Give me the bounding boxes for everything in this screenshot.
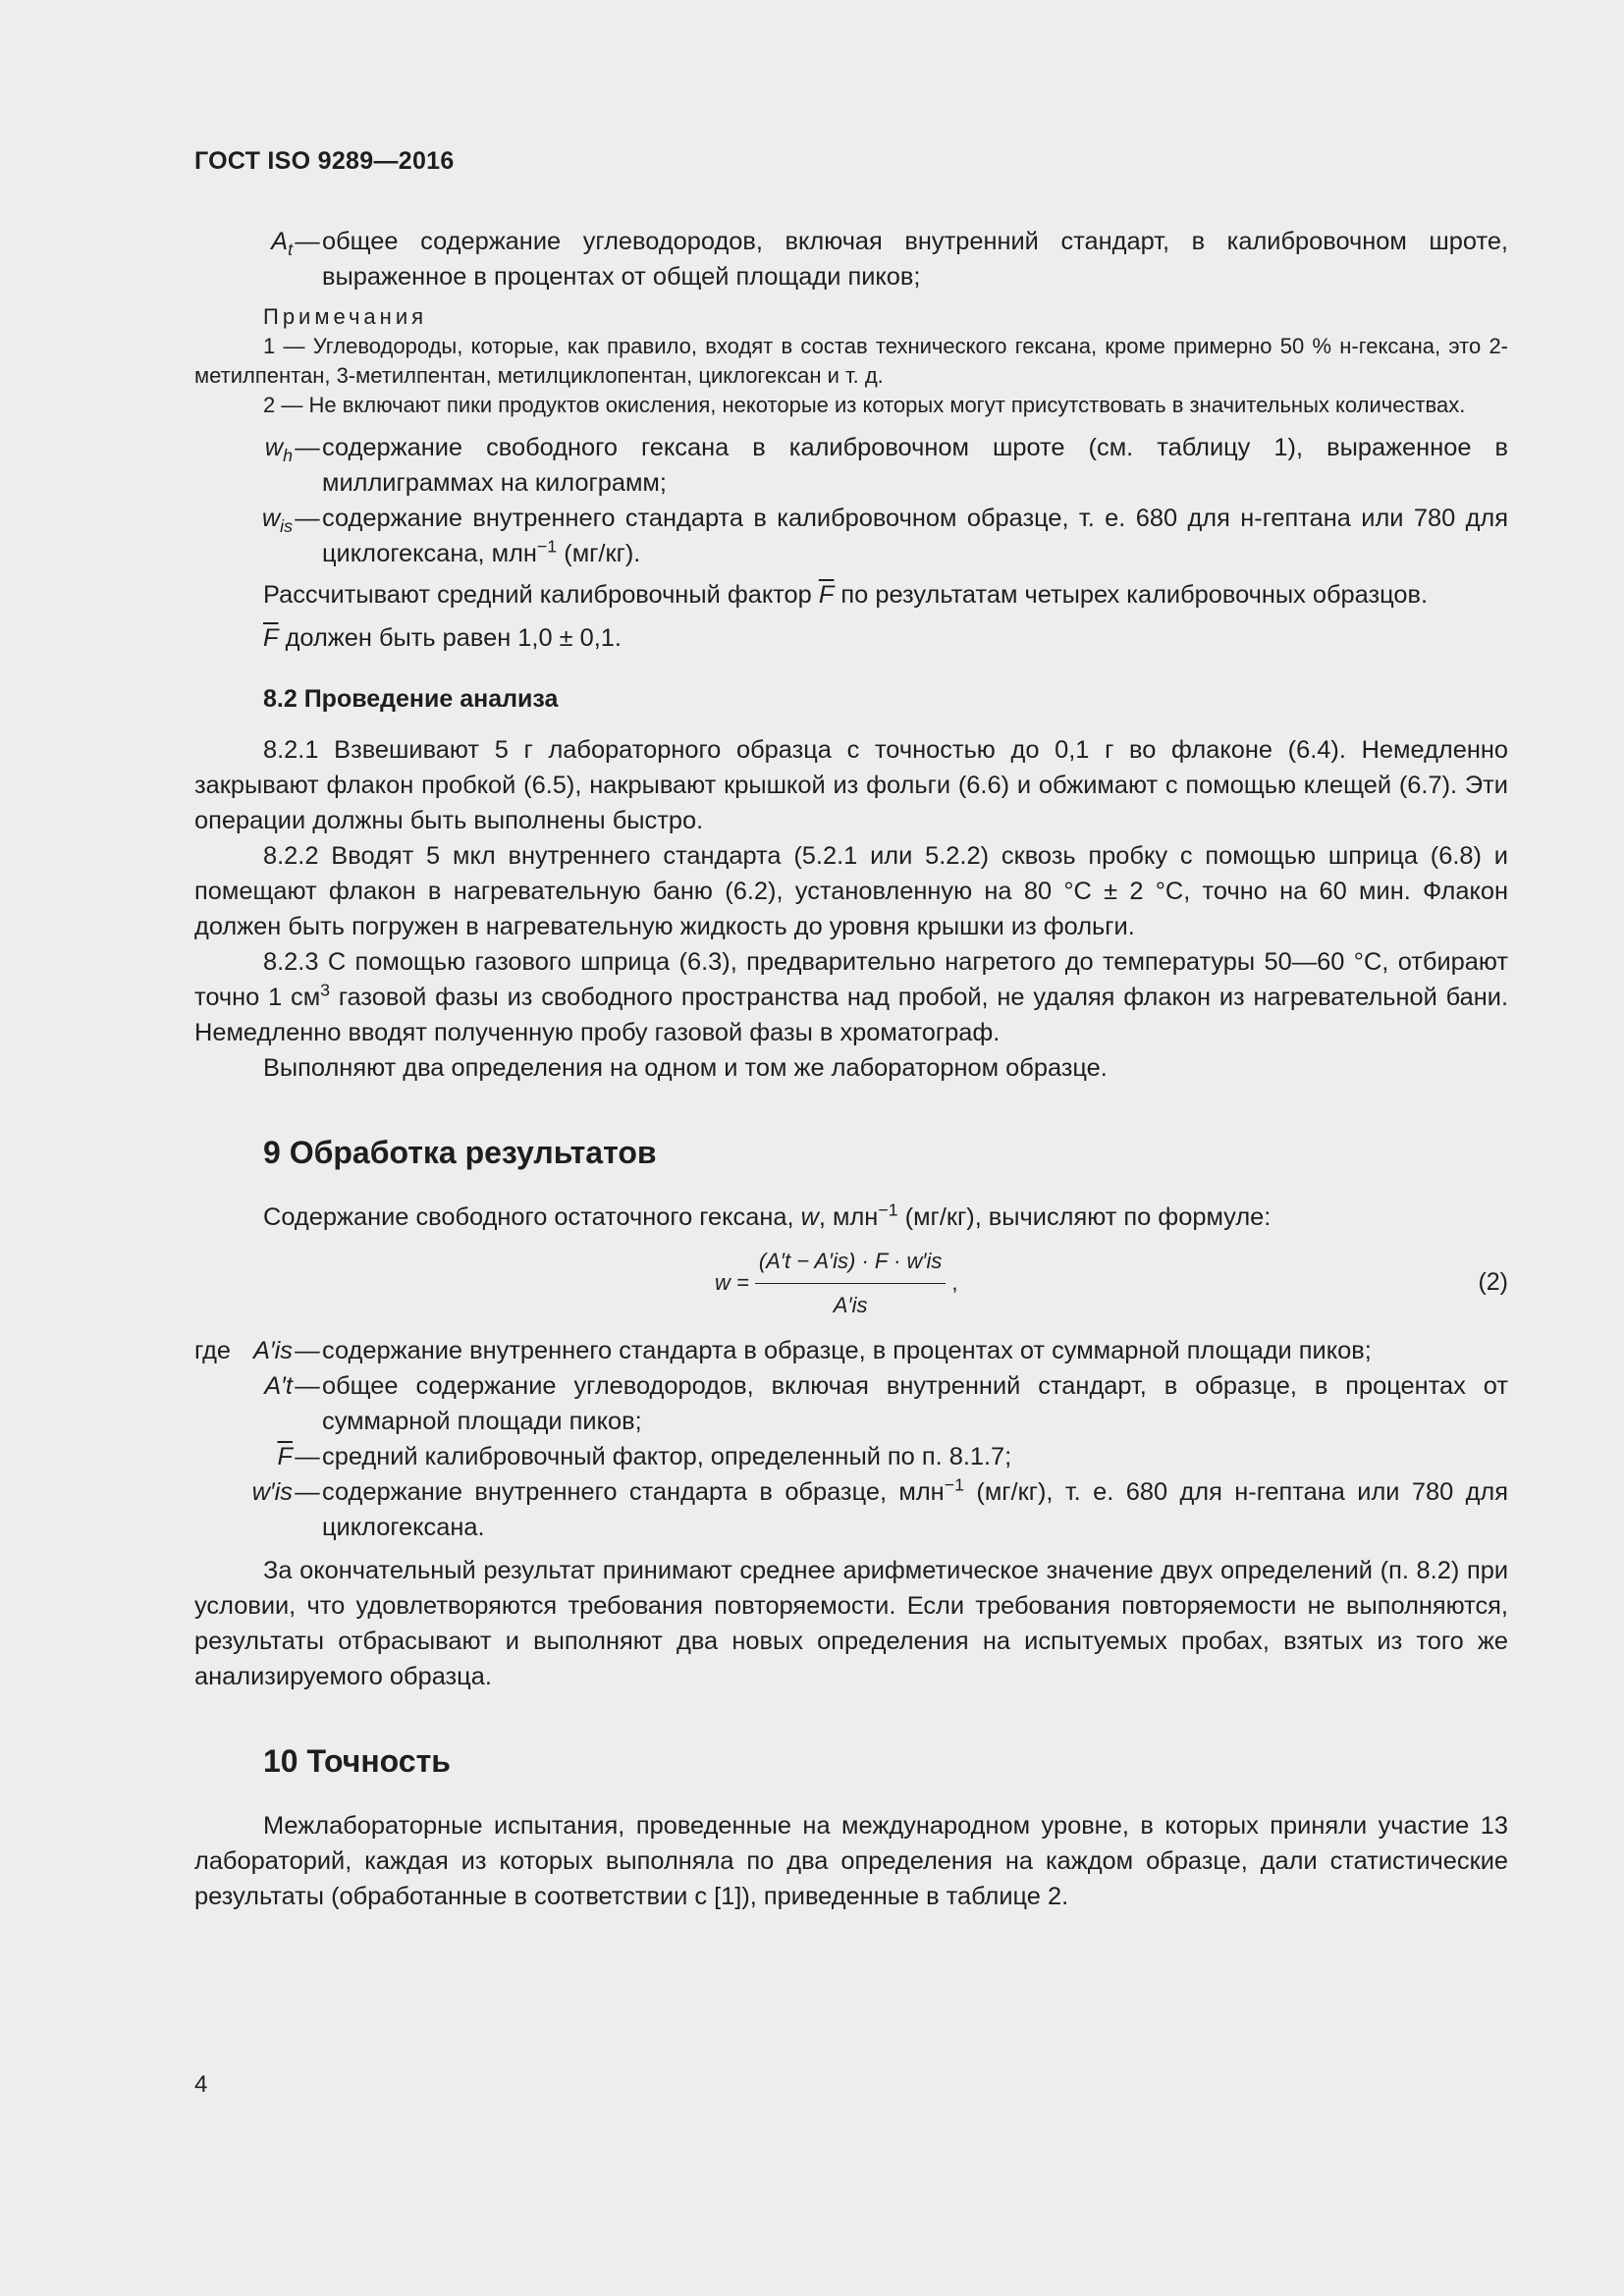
- where-row-3: $\overline{F}$ — средний калибровочный фактор, определенный по п. 8.1.7;: [277, 1443, 1012, 1470]
- paragraph-8-2-3: 8.2.3 С помощью газового шприца (6.3), предварительно нагретого до температуры 50—60 °С, отбирают точно 1 $см^3$ газовой фазы из свободного пространства над пробой, не удаляя флакон из нагревательной бани. Немедленно вводят полученную пробу газовой фазы в хроматограф.: [194, 948, 1508, 1046]
- where-row-1: где A′is — содержание внутреннего стандарта в образце, в процентах от суммарной площади пиков;: [194, 1333, 1508, 1368]
- symbol-wh: $w_h$: [264, 434, 293, 466]
- definition-wis-text: содержание внутреннего стандарта в калибровочном образце, т. е. 680 для н-гептана или 780 для циклогексана, млн$^{-1}$ (мг/кг).: [322, 505, 1508, 567]
- where-row-2: A′t — общее содержание углеводородов, включая внутренний стандарт, в образце, в процентах от суммарной площади пиков;: [264, 1372, 1508, 1435]
- paragraph-precision: Межлабораторные испытания, проведенные на международном уровне, в которых приняли участие 13 лабораторий, каждая из которых выполняла по два определения на каждом образце, дали статистические результаты (обработанные в соответствии с [1]), приведенные в таблице 2.: [194, 1812, 1508, 1910]
- definition-at-text: общее содержание углеводородов, включая внутренний стандарт, в калибровочном шроте, выраженное в процентах от общей площади пиков;: [322, 228, 1508, 291]
- formula-fraction: [755, 1244, 947, 1323]
- paragraph-final-result: За окончательный результат принимают среднее арифметическое значение двух определений (п. 8.2) при условии, что удовлетворяются требования повторяемости. Если требования повторяемости не выполняются, результаты отбрасывают и выполняют два новых определения на испытуемых пробах, взятых из того же анализируемого образца.: [194, 1557, 1508, 1690]
- where-label: где: [194, 1337, 232, 1364]
- definition-at: $A_t$ — общее содержание углеводородов, включая внутренний стандарт, в калибровочном шроте, выраженное в процентах от общей площади пиков;: [194, 224, 1508, 294]
- paragraph-average-factor: Рассчитывают средний калибровочный фактор $\overline{F}$ по результатам четырех калибровочных образцов.: [263, 581, 1429, 609]
- note-1: 1 — Углеводороды, которые, как правило, входят в состав технического гексана, кроме примерно 50 % н-гексана, это 2-метилпентан, 3-метилпентан, метилциклопентан, циклогексан и т. д.: [194, 334, 1508, 388]
- page-number: 4: [194, 2071, 208, 2098]
- definition-wh-text: содержание свободного гексана в калибровочном шроте (см. таблицу 1), выраженное в миллиграммах на килограмм;: [322, 434, 1508, 497]
- paragraph-8-2-1: 8.2.1 Взвешивают 5 г лабораторного образца с точностью до 0,1 г во флаконе (6.4). Немедленно закрывают флакон пробкой (6.5), накрывают крышкой из фольги (6.6) и обжимают с помощью клещей (6.7). Эти операции должны быть выполнены быстро.: [194, 736, 1508, 834]
- notes-title: Примечания: [263, 304, 428, 329]
- paragraph-two-determinations: Выполняют два определения на одном и том же лабораторном образце.: [263, 1054, 1108, 1082]
- paragraph-factor-range: $\overline{F}$ должен быть равен 1,0 ± 0,1.: [263, 624, 622, 652]
- document-header: ГОСТ ISO 9289—2016: [194, 147, 455, 175]
- definition-wh: $w_h$ — содержание свободного гексана в калибровочном шроте (см. таблицу 1), выраженное в миллиграммах на килограмм;: [194, 430, 1508, 501]
- formula-denominator: A′is: [833, 1292, 868, 1317]
- section-8-2-heading: 8.2 Проведение анализа: [263, 685, 559, 713]
- paragraph-8-2-2: 8.2.2 Вводят 5 мкл внутреннего стандарта (5.2.1 или 5.2.2) сквозь пробку с помощью шприца (6.8) и помещают флакон в нагревательную баню (6.2), установленную на 80 °С ± 2 °С, точно на 60 мин. Флакон должен быть погружен в нагревательную жидкость до уровня крышки из фольги.: [194, 842, 1508, 940]
- notes-block: [194, 302, 1508, 420]
- section-9-heading: 9 Обработка результатов: [263, 1135, 657, 1170]
- note-2: 2 — Не включают пики продуктов окисления, некоторые из которых могут присутствовать в значительных количествах.: [263, 393, 1466, 417]
- paragraph-formula-intro: Содержание свободного остаточного гексана, w, млн$^{-1}$ (мг/кг), вычисляют по формуле:: [263, 1200, 1272, 1231]
- page-content: [194, 224, 1508, 1914]
- formula-2: [194, 1243, 1508, 1323]
- equation-number: (2): [1478, 1268, 1508, 1296]
- formula-expression: w = $\frac{(A't - A'is) \cdot F \cdot w'is}{A'is}$ ,: [715, 1243, 958, 1323]
- section-10-heading: 10 Точность: [263, 1743, 451, 1779]
- symbol-at: $A_t$: [271, 228, 293, 260]
- definition-wis: $w_{is}$ — содержание внутреннего стандарта в калибровочном образце, т. е. 680 для н-гептана или 780 для циклогексана, млн$^{-1}$ (мг/кг).: [194, 501, 1508, 571]
- formula-numerator: (A′t − A′is) · F · w′is: [755, 1244, 947, 1284]
- symbol-wis: $w_{is}$: [261, 505, 293, 537]
- where-row-4: w′is — содержание внутреннего стандарта в образце, млн$^{-1}$ (мг/кг), т. е. 680 для н-гептана или 780 для циклогексана.: [251, 1474, 1508, 1541]
